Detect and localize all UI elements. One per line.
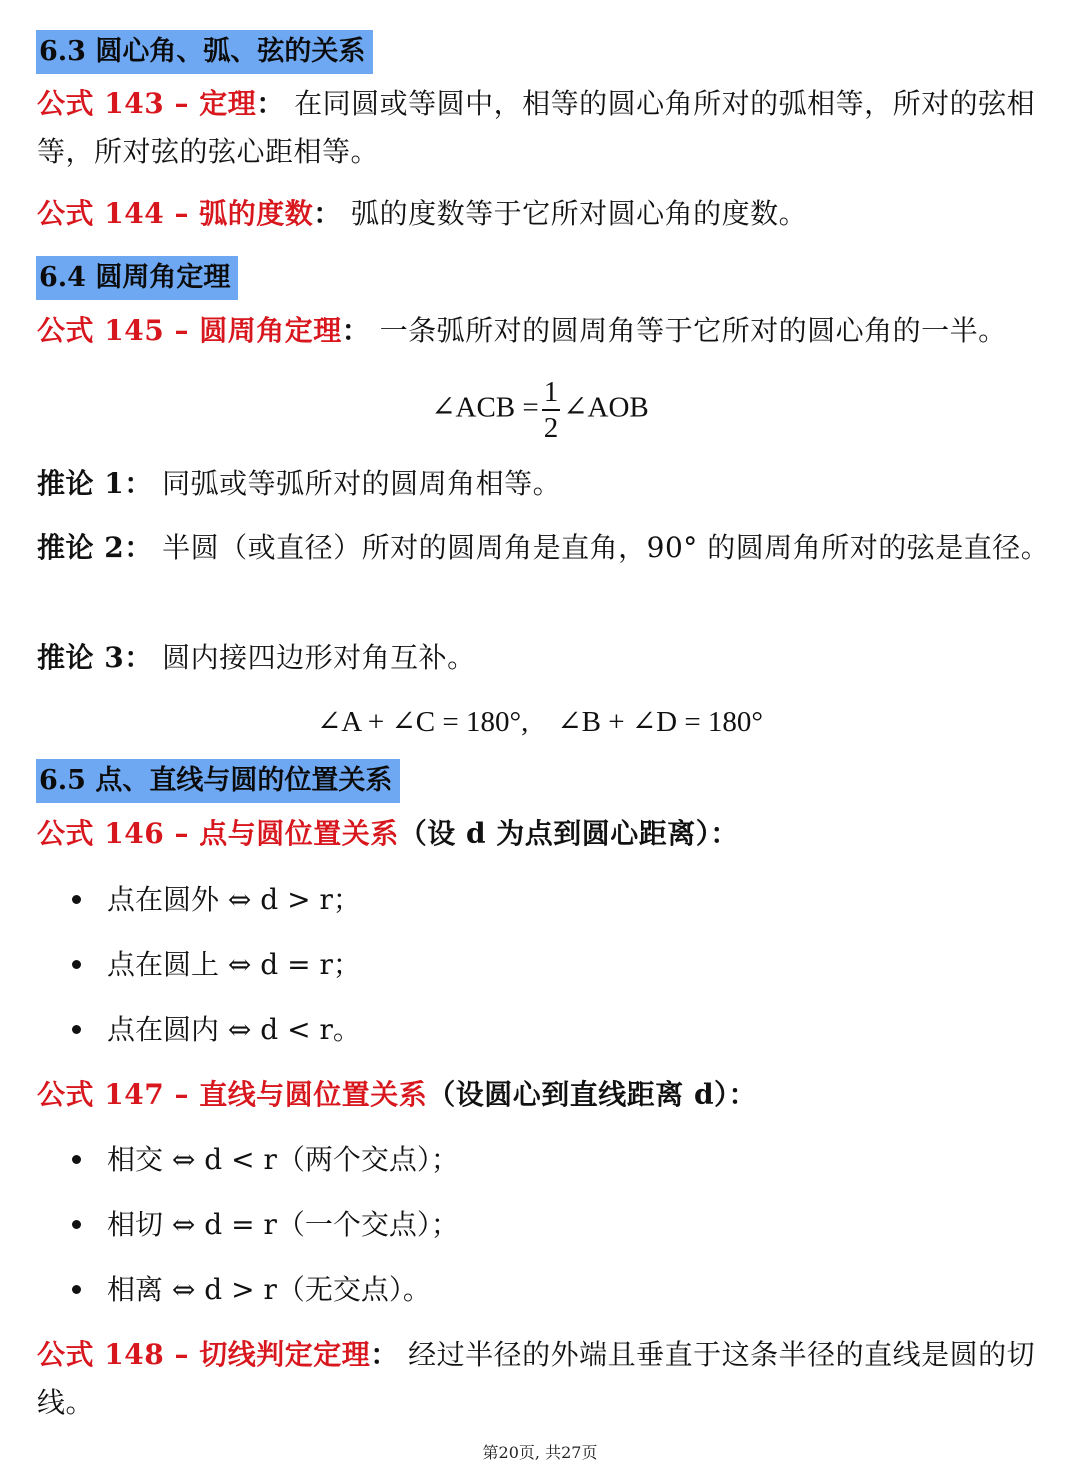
formula-143 — [37, 80, 1077, 176]
corollary-2-label: 推论 2 — [37, 531, 125, 564]
list-item — [72, 1010, 361, 1050]
formula-143-colon: ： — [256, 87, 285, 120]
corollary-3-colon: ： — [124, 641, 153, 674]
list-item-text: 点在圆上 ⇔ d = r； — [107, 948, 361, 981]
list-item — [72, 945, 361, 985]
list-item-text: 相交 ⇔ d < r（两个交点）； — [107, 1143, 459, 1176]
corollary-1-label: 推论 1 — [37, 467, 125, 500]
formula-147 — [37, 1071, 1077, 1119]
corollary-1-text: 同弧或等弧所对的圆周角相等。 — [162, 467, 562, 500]
opposite-angles-formula: ∠A + ∠C = 180°, ∠B + ∠D = 180° — [316, 706, 764, 738]
formula-145-colon: ： — [341, 314, 371, 347]
formula-left: ∠ACB = — [431, 391, 539, 424]
formula-144-label: 公式 144 – 弧的度数 — [37, 197, 314, 230]
formula-143-text: 在同圆或等圆中，相等的圆心角所对的弧相等，所对的弦相等，所对弦的弦心距相等。 — [37, 87, 1036, 168]
formula-145-text: 一条弧所对的圆周角等于它所对的圆心角的一半。 — [379, 314, 1007, 347]
section-heading-6-3: 6.3 圆心角、弧、弦的关系 — [36, 30, 373, 74]
bullet-dot — [72, 1285, 81, 1294]
formula-143-label: 公式 143 – 定理 — [37, 87, 257, 120]
corollary-3-label: 推论 3 — [37, 641, 125, 674]
formula-146-label: 公式 146 – 点与圆位置关系 — [37, 817, 399, 850]
formula-148 — [37, 1331, 1077, 1427]
bullet-dot — [72, 960, 81, 969]
bullet-dot — [72, 895, 81, 904]
formula-147-note: （设圆心到直线距离 d）： — [427, 1078, 758, 1111]
corollary-1-colon: ： — [124, 467, 153, 500]
formula-148-label: 公式 148 – 切线判定定理 — [37, 1338, 371, 1371]
formula-145-label: 公式 145 – 圆周角定理 — [37, 314, 342, 347]
bullet-dot — [72, 1220, 81, 1229]
formula-148-colon: ： — [370, 1338, 399, 1371]
inscribed-angle-formula — [0, 375, 1080, 445]
section-heading-6-4: 6.4 圆周角定理 — [36, 256, 238, 300]
section-heading-6-5: 6.5 点、直线与圆的位置关系 — [36, 759, 400, 803]
formula-147-label: 公式 147 – 直线与圆位置关系 — [37, 1078, 428, 1111]
list-item-text: 相离 ⇔ d > r（无交点）。 — [107, 1273, 431, 1306]
list-item — [72, 1140, 459, 1180]
formula-right: ∠AOB — [563, 391, 649, 424]
corollary-2 — [37, 524, 1077, 572]
list-item-text: 点在圆内 ⇔ d < r。 — [107, 1013, 361, 1046]
fraction-denominator: 2 — [543, 412, 559, 444]
bullet-dot — [72, 1025, 81, 1034]
corollary-1 — [37, 460, 1077, 508]
list-item-text: 点在圆外 ⇔ d > r； — [107, 883, 361, 916]
corollary-3-text: 圆内接四边形对角互补。 — [162, 641, 476, 674]
formula-145 — [37, 307, 1077, 355]
fraction-one-half — [542, 375, 561, 445]
list-item — [72, 880, 361, 920]
formula-146 — [37, 810, 1077, 858]
formula-144 — [37, 190, 1077, 238]
list-item — [72, 1270, 431, 1310]
formula-144-colon: ： — [313, 197, 342, 230]
corollary-3 — [37, 634, 1077, 682]
formula-146-note: （设 d 为点到圆心距离）： — [398, 817, 739, 850]
formula-144-text: 弧的度数等于它所对圆心角的度数。 — [351, 197, 808, 230]
formula-148-text: 经过半径的外端且垂直于这条半径的直线是圆的切线。 — [37, 1338, 1036, 1419]
page-footer: 第20页, 共27页 — [482, 1443, 598, 1462]
list-item — [72, 1205, 459, 1245]
list-item-text: 相切 ⇔ d = r（一个交点）； — [107, 1208, 459, 1241]
bullet-dot — [72, 1155, 81, 1164]
fraction-numerator: 1 — [543, 376, 559, 408]
corollary-2-text: 半圆（或直径）所对的圆周角是直角，90° 的圆周角所对的弦是直径。 — [162, 531, 1050, 564]
corollary-2-colon: ： — [124, 531, 153, 564]
